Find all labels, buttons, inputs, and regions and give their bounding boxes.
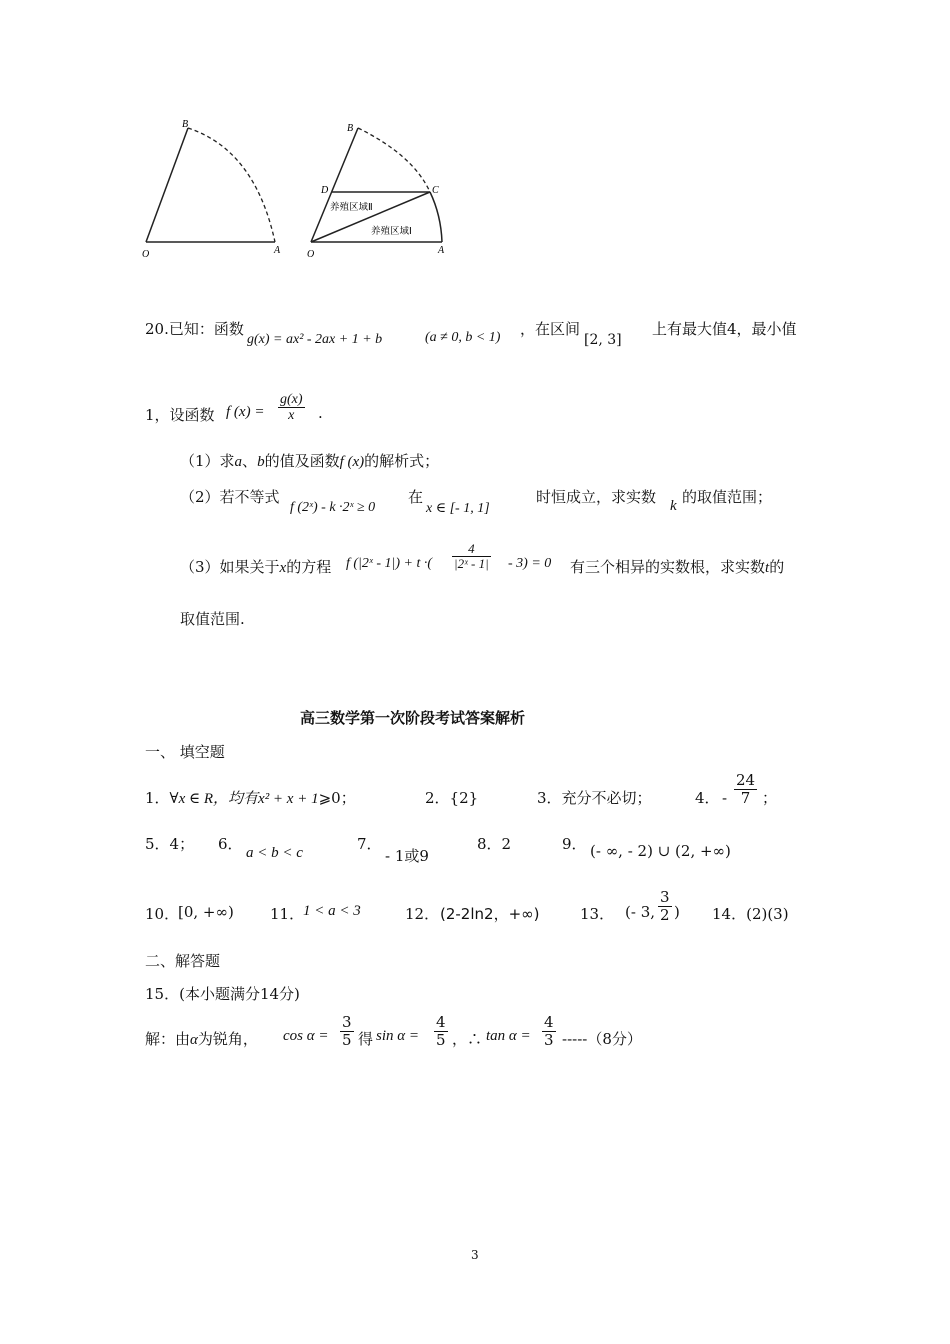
label-A: A [274,245,281,256]
label-O: O [142,249,150,260]
answer-10-label: 10． [145,905,180,923]
part3-line2: 取值范围. [180,610,245,628]
section-1-heading: 一、 填空题 [145,743,225,761]
q20-line2-start: 1，设函数 [145,406,215,424]
solution-tan-fraction: $\frac{4}{3}$ [544,1013,554,1049]
region-1-label: 养殖区域Ⅰ [371,227,412,237]
region-2-label: 养殖区域Ⅱ [330,203,373,213]
answer-7-label: 7． [357,835,382,853]
answer-12: (2-2ln2，+∞) [440,905,540,923]
answer-13-pre: (- 3, [625,903,655,921]
answer-11-label: 11． [270,905,305,923]
fx-fraction: $\frac{g(x)}{x}$ [280,392,303,424]
answer-3: 3．充分不必切； [537,789,652,807]
part2-end: 的取值范围； [682,488,773,506]
section-2-heading: 二、解答题 [145,952,221,970]
part3-equation-right: - 3) = 0 [508,556,552,571]
answer-1: 1．∀x ∈ R，均有x² + x + 1⩾0； [145,789,356,807]
answer-4-fraction: $\frac{24}{7}$ [736,771,756,807]
q20-interval: [2, 3] [584,332,622,348]
answer-9-label: 9． [562,835,587,853]
q20-prefix: 20.已知：函数 [145,320,244,338]
solution-de: 得 [358,1030,374,1048]
answer-5: 5．4； [145,835,195,853]
part2-in: 在 [408,488,424,506]
q20-suffix: 上有最大值4，最小值 [652,320,797,338]
part3-fraction: $\frac{4}{\text{|2ˣ - 1|}}$ [454,541,489,572]
part3-equation-left: f (|2ˣ - 1|) + t ·( [346,556,433,571]
solution-cos: cos α = [283,1028,329,1044]
label-A: A [438,245,445,256]
answers-title: 高三数学第一次阶段考试答案解析 [300,709,526,727]
answer-7: - 1或9 [385,847,429,865]
part2-inequality: f (2ˣ) - k ·2ˣ ≥ 0 [290,500,376,515]
sector-figure-left [130,115,300,265]
solution-15-start: 解：由α为锐角， [145,1030,258,1048]
question-15-heading: 15．(本小题满分14分) [145,985,300,1003]
answer-9: (- ∞, - 2) ∪ (2, +∞) [590,842,731,860]
answer-11: 1 < a < 3 [303,903,361,919]
answer-14: 14．(2)(3) [712,905,789,923]
solution-sin-fraction: $\frac{4}{5}$ [436,1013,446,1049]
answer-6: a < b < c [246,845,303,861]
answer-12-label: 12． [405,905,440,923]
part3-start: （3）如果关于x的方程 [180,558,332,576]
answer-4-sign: - [722,789,728,807]
solution-cos-fraction: $\frac{3}{5}$ [342,1013,352,1049]
solution-tan: tan α = [486,1028,531,1044]
q20-mid: ，在区间 [520,320,581,338]
label-B: B [182,119,189,130]
label-B: B [347,123,354,134]
answer-4-label: 4． [695,789,720,807]
fx-definition-end: . [318,404,323,422]
answer-13-label: 13． [580,905,615,923]
sector-figure-right [295,115,465,265]
answer-8: 8．2 [477,835,512,853]
part2-mid: 时恒成立，求实数 [536,488,657,506]
part2-k: k [670,498,677,514]
part3-end: 有三个相异的实数根，求实数t的 [570,558,785,576]
part2-start: （2）若不等式 [180,488,280,506]
q20-condition: (a ≠ 0, b < 1) [425,330,501,345]
part2-domain: x ∈ [- 1, 1] [426,501,490,516]
solution-therefore: ，∴ [452,1030,483,1048]
answer-6-label: 6． [218,835,243,853]
page-number: 3 [471,1248,479,1262]
q20-function: g(x) = ax² - 2ax + 1 + b [247,332,383,347]
solution-score: -----（8分） [562,1030,642,1048]
answer-10: [0, +∞) [178,903,234,921]
fx-definition-lhs: f (x) = [226,404,265,420]
answer-2: 2．{2} [425,789,479,807]
label-D: D [321,185,329,196]
answer-4-end: ； [762,789,778,807]
answer-13-post: ) [674,903,680,921]
label-C: C [432,185,439,196]
answer-13-fraction: $\frac{3}{2}$ [660,888,670,924]
solution-sin: sin α = [376,1028,420,1044]
part1: （1）求a、b的值及函数f (x)的解析式； [180,452,440,470]
label-O: O [307,249,315,260]
